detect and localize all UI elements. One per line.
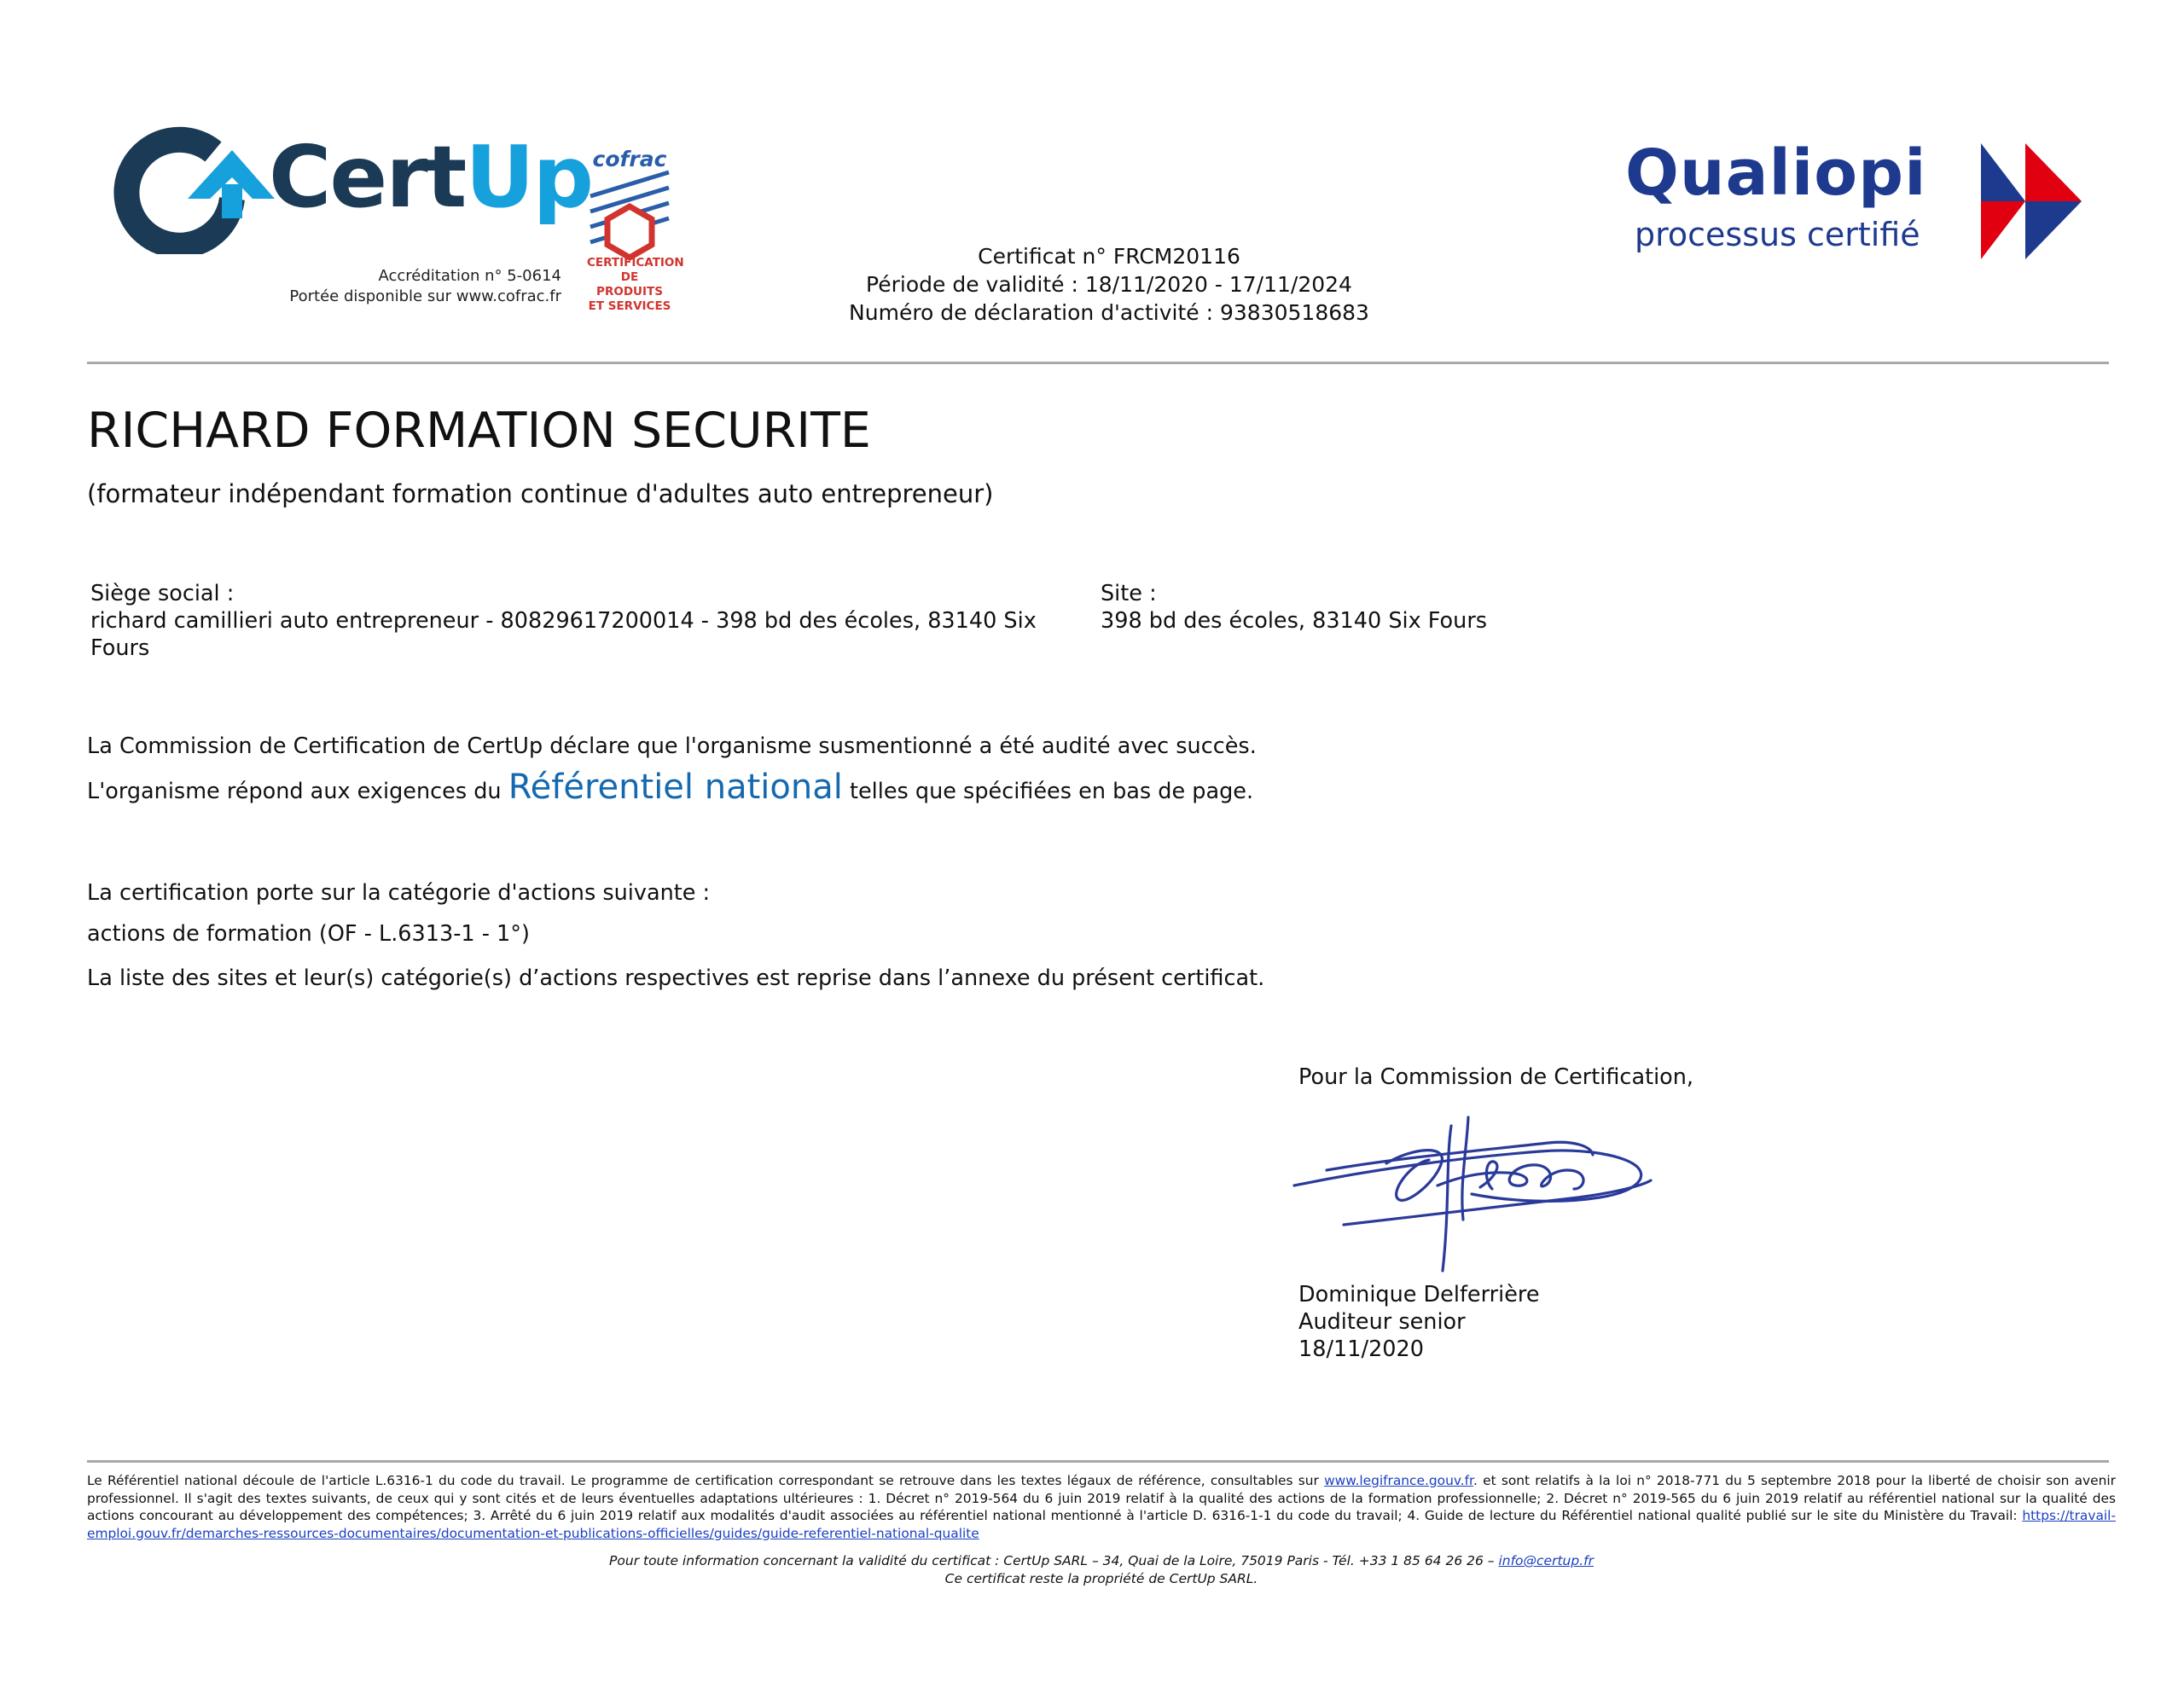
site-label: Site : [1101, 581, 1157, 606]
head-office-label: Siège social : [90, 581, 235, 606]
signer-name: Dominique Delferrière [1298, 1282, 1540, 1307]
contact-email-link[interactable]: info@certup.fr [1498, 1553, 1594, 1568]
audit-statement: La Commission de Certification de CertUp déclare que l'organisme susmentionné a été audité avec succès. [87, 733, 1257, 759]
footnote-text-1: Le Référentiel national découle de l'article L.6316-1 du code du travail. Le programme de certification correspondant se retrouve dans les textes légaux de référence, consultables sur [87, 1473, 1325, 1488]
footnote-text-2: . et sont relatifs à la loi n° 2018-771 du 5 septembre 2018 pour la liberté de choisir son avenir professionnel. Il s'agit des textes suivants, de ceux qui y sont cités et de leurs éventuelles adaptations ultérieures : 1. Décret n° 2019-564 du 6 juin 2019 relatif à la qualité des actions de la formation professionnelle; 2. Décret n° 2019-565 du 6 juin 2019 relatif au référentiel national sur la qualité des actions concourant au développement des compétences; 3. Arrêté du 6 juin 2019 relatif aux modalités d'audit associées au référentiel national mentionné à l'article D. 6316-1-1 du code du travail; 4. Guide de lecture du Référentiel national qualité publié sur le site du Ministère du Travail: [87, 1473, 2116, 1523]
qualiopi-subtitle: processus certifié [1635, 216, 1920, 253]
head-office-block [90, 580, 1080, 662]
cofrac-line-1: CERTIFICATION [587, 256, 684, 270]
header-divider [87, 362, 2109, 364]
requirements-text-after: telles que spécifiées en bas de page. [842, 779, 1254, 804]
certup-wordmark [269, 126, 592, 229]
ownership-note: Ce certificat reste la propriété de CertUp SARL. [944, 1571, 1258, 1586]
signer-block [1298, 1281, 1540, 1363]
organization-name: RICHARD FORMATION SECURITE [87, 403, 871, 459]
signature-date: 18/11/2020 [1298, 1336, 1424, 1362]
annex-note: La liste des sites et leur(s) catégorie(s) d’actions respectives est reprise dans l’annexe du présent certificat. [87, 965, 1265, 991]
footnote [87, 1472, 2116, 1542]
footer-divider [87, 1460, 2109, 1463]
certificate-info [751, 242, 1467, 327]
cofrac-caption [587, 256, 684, 314]
accreditation-scope: Portée disponible sur www.cofrac.fr [289, 287, 561, 305]
requirements-statement [87, 768, 1254, 807]
head-office-address: richard camillieri auto entrepreneur - 80829617200014 - 398 bd des écoles, 83140 Six Fours [90, 608, 1037, 661]
validity-period: Période de validité : 18/11/2020 - 17/11/2024 [866, 272, 1352, 297]
certup-word-part2: Up [465, 127, 593, 227]
contact-info [87, 1552, 2116, 1588]
handwritten-signature [1292, 1092, 1668, 1279]
site-address: 398 bd des écoles, 83140 Six Fours [1101, 608, 1488, 634]
certificate-number: Certificat n° FRCM20116 [978, 244, 1240, 269]
cofrac-hexagon-icon [590, 172, 669, 258]
certup-word-part1: Cert [269, 127, 466, 227]
declaration-number: Numéro de déclaration d'activité : 93830518683 [849, 300, 1369, 325]
category-intro: La certification porte sur la catégorie d'actions suivante : [87, 880, 711, 906]
cofrac-word: cofrac [592, 147, 667, 171]
ministry-guide-link[interactable]: https://travail-emploi.gouv.fr/demarches-ressources-documentaires/documentation-et-publications-officielles/guides/guide-referentiel-national-qualite [87, 1508, 2116, 1541]
contact-line [87, 1552, 2116, 1570]
requirements-text-before: L'organisme répond aux exigences du [87, 779, 508, 804]
accreditation-number: Accréditation n° 5-0614 [378, 267, 561, 285]
signature-intro: Pour la Commission de Certification, [1298, 1064, 1694, 1090]
contact-text: Pour toute information concernant la validité du certificat : CertUp SARL – 34, Quai de la Loire, 75019 Paris - Tél. +33 1 85 64 26 26 – [609, 1553, 1499, 1568]
certup-arrow-ring-icon [126, 140, 275, 246]
referentiel-national-link[interactable]: Référentiel national [508, 768, 843, 807]
site-block [1101, 580, 1612, 635]
cofrac-line-3: ET SERVICES [588, 299, 671, 313]
qualiopi-wordmark: Qualiopi [1625, 136, 1927, 210]
cofrac-line-2: DE PRODUITS [596, 270, 663, 299]
signer-title: Auditeur senior [1298, 1309, 1466, 1335]
qualiopi-arrows-icon [1962, 143, 2090, 259]
category-value: actions de formation (OF - L.6313-1 - 1°) [87, 921, 530, 947]
accreditation-info [256, 266, 561, 307]
legifrance-link[interactable]: www.legifrance.gouv.fr [1324, 1473, 1473, 1488]
organization-description: (formateur indépendant formation continue d'adultes auto entrepreneur) [87, 479, 994, 508]
